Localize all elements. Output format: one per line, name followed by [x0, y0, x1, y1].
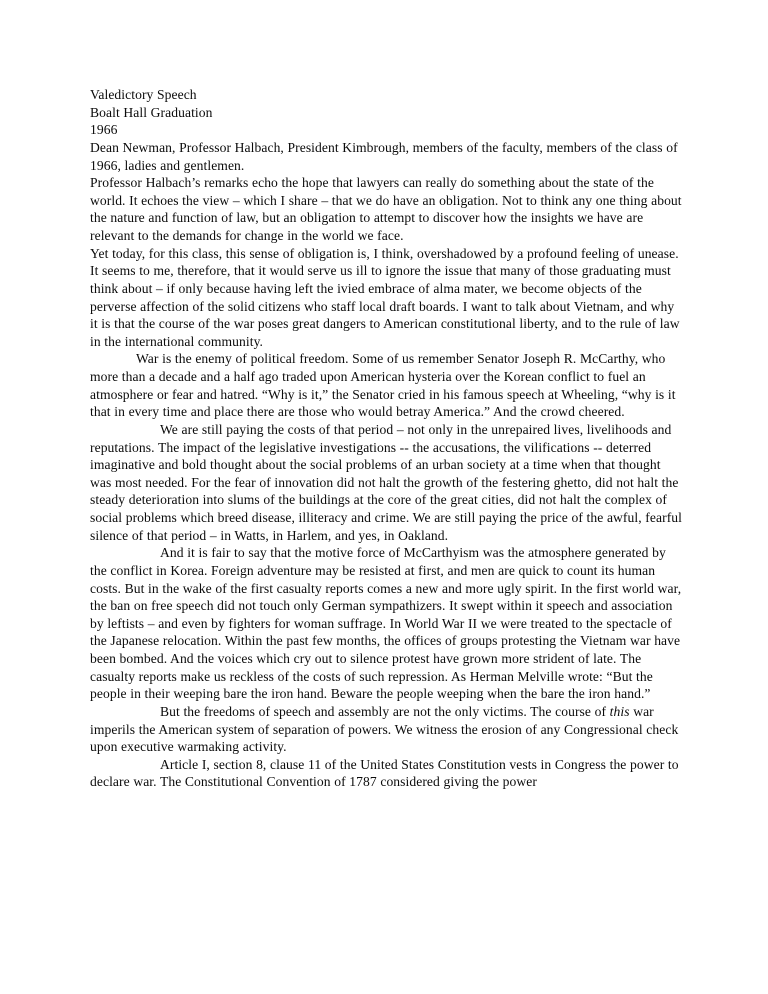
- heading-event: Boalt Hall Graduation: [90, 104, 213, 120]
- heading-year: 1966: [90, 122, 118, 138]
- heading-title: Valedictory Speech: [90, 87, 197, 102]
- emphasized-word: this: [609, 703, 630, 719]
- paragraph-article-one: Article I, section 8, clause 11 of the United States Constitution vests in Congress the power to declare war. The Constitutional Convention of 1787 considered giving the power: [90, 756, 679, 790]
- paragraph-mccarthy: War is the enemy of political freedom. Some of us remember Senator Joseph R. McCarthy, who more than a decade and a half ago traded upon American hysteria over the Korean conflict to fuel an atmosphere or fear and hatred. “Why is it,” the Senator cried in his famous speech at Wheeling, “why is it that in every time and place there are those who would betray America.” And the crowd cheered.: [90, 351, 676, 420]
- paragraph-salutation: Dean Newman, Professor Halbach, President Kimbrough, members of the faculty, members of the class of 1966, ladies and gentlemen.: [90, 139, 678, 173]
- paragraph-costs-of-period: We are still paying the costs of that period – not only in the unrepaired lives, livelihoods and reputations. The impact of the legislative investigations -- the accusations, the vilifications -- deterred imaginative and bold thought about the social problems of an urban society at a time when that thought was most needed. For the fear of innovation did not halt the growth of the festering ghetto, did not halt the steady deterioration into slums of the buildings at the core of the great cities, did not halt the complex of social problems which breed disease, illiteracy and crime. We are still paying the price of the awful, fearful silence of that period – in Watts, in Harlem, and yes, in Oakland.: [90, 421, 682, 543]
- document-text-body: [90, 86, 682, 791]
- paragraph-freedoms-victims: But the freedoms of speech and assembly are not the only victims. The course of this war imperils the American system of separation of powers. We witness the erosion of any Congressional check upon executive warmaking activity.: [90, 703, 679, 755]
- paragraph-unease: Yet today, for this class, this sense of obligation is, I think, overshadowed by a profound feeling of unease. It seems to me, therefore, that it would serve us ill to ignore the issue that many of those graduating must think about – if only because having left the ivied embrace of alma mater, we become objects of the perverse affection of the solid citizens who staff local draft boards. I want to talk about Vietnam, and why it is that the course of the war poses great dangers to American constitutional liberty, and to the rule of law in the international community.: [90, 245, 680, 349]
- paragraph-motive-force: And it is fair to say that the motive force of McCarthyism was the atmosphere generated by the conflict in Korea. Foreign adventure may be resisted at first, and men are quick to count its human costs. But in the wake of the first casualty reports comes a new and more ugly spirit. In the first world war, the ban on free speech did not touch only German sympathizers. It swept within it speech and association by leftists – and even by fighters for woman suffrage. In World War II we were treated to the spectacle of the Japanese relocation. Within the past few months, the offices of groups protesting the Vietnam war have been bombed. And the voices which cry out to silence protest have grown more strident of late. The casualty reports make us reckless of the costs of such repression. As Herman Melville wrote: “But the people in their weeping bare the iron hand. Beware the people weeping when the bare the iron hand.”: [90, 545, 682, 702]
- paragraph-halbach-remarks: Professor Halbach’s remarks echo the hope that lawyers can really do something about the state of the world. It echoes the view – which I share – that we do have an obligation. Not to think any one thing about the nature and function of law, but an obligation to attempt to discover how the insights we have are relevant to the demands for change in the world we face.: [90, 175, 682, 243]
